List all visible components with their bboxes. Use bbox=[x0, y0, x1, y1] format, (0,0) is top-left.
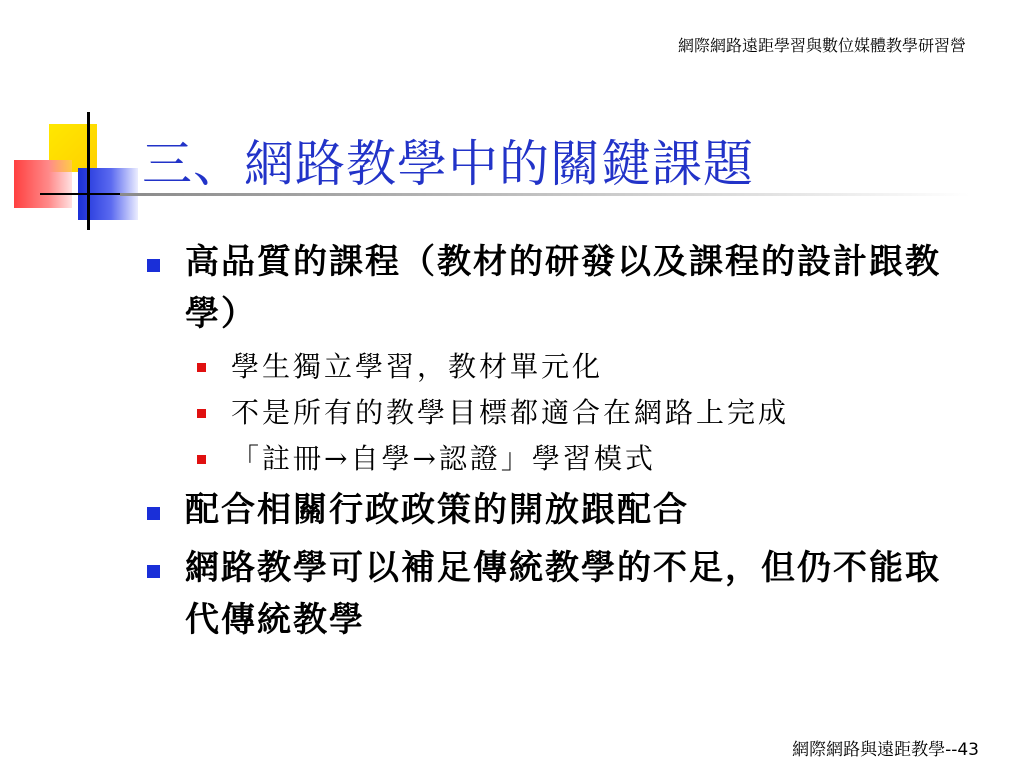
sub-bullet-text: 不是所有的教學目標都適合在網路上完成 bbox=[231, 396, 790, 429]
bullet-text: 高品質的課程（教材的研發以及課程的設計跟教學） bbox=[185, 242, 941, 334]
bullet-item bbox=[145, 542, 965, 646]
square-bullet-icon bbox=[147, 507, 160, 520]
sub-bullet-item bbox=[145, 438, 965, 480]
bullet-item bbox=[145, 236, 965, 340]
square-bullet-icon bbox=[197, 409, 206, 418]
bullet-list bbox=[145, 236, 965, 652]
decor-vertical-line bbox=[87, 112, 90, 230]
sub-bullet-text: 學生獨立學習，教材單元化 bbox=[231, 350, 604, 383]
sub-bullet-item bbox=[145, 346, 965, 388]
slide-title: 三、網路教學中的關鍵課題 bbox=[142, 135, 754, 193]
decor-red-square bbox=[14, 160, 72, 208]
square-bullet-icon bbox=[147, 565, 160, 578]
square-bullet-icon bbox=[197, 363, 206, 372]
slide-header: 網際網路遠距學習與數位媒體教學研習營 bbox=[677, 36, 966, 55]
title-underline bbox=[120, 193, 970, 196]
slide-footer: 網際網路與遠距教學--43 bbox=[792, 740, 979, 760]
bullet-text: 網路教學可以補足傳統教學的不足，但仍不能取代傳統教學 bbox=[185, 548, 941, 640]
sub-bullet-text: 「註冊→自學→認證」學習模式 bbox=[231, 442, 656, 475]
bullet-text: 配合相關行政政策的開放跟配合 bbox=[185, 490, 689, 530]
square-bullet-icon bbox=[197, 455, 206, 464]
sub-bullet-item bbox=[145, 392, 965, 434]
bullet-item bbox=[145, 484, 965, 536]
square-bullet-icon bbox=[147, 259, 160, 272]
